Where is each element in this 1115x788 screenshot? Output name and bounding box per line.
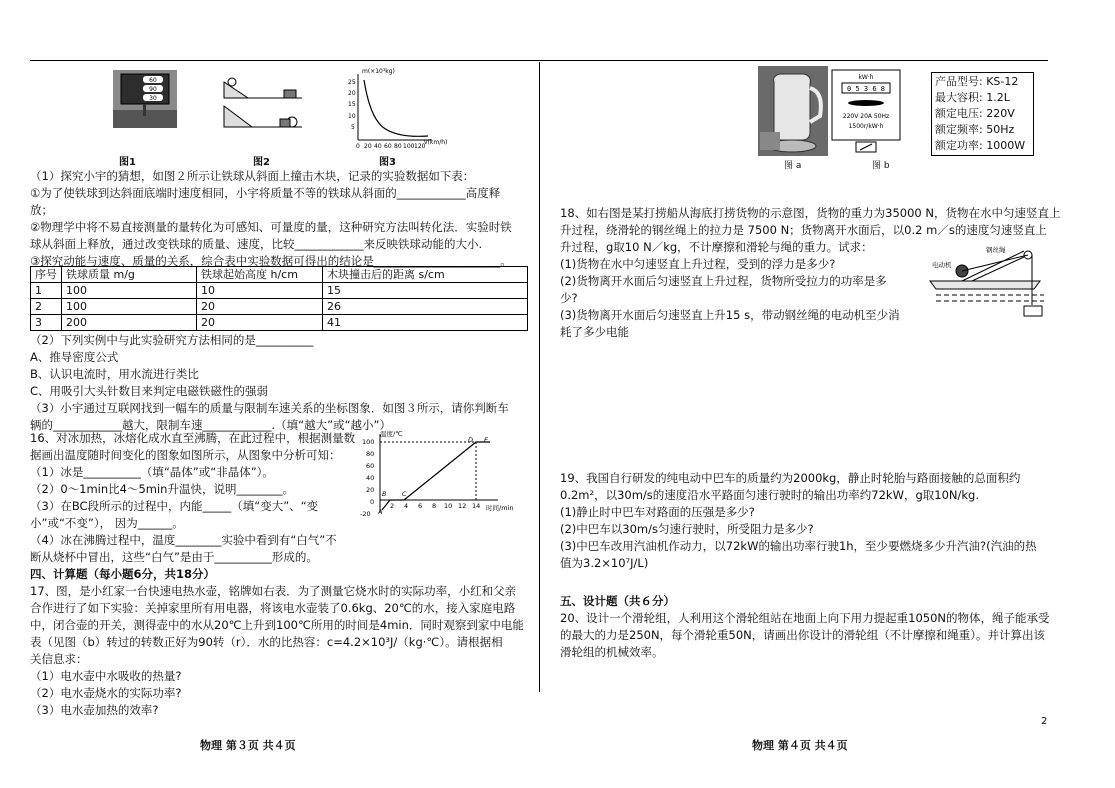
temp-xtick: 12 bbox=[458, 502, 467, 510]
q16-line: （1）冰是__________（填“晶体”或“非晶体”）。 bbox=[30, 465, 274, 479]
section-5-heading: 五、设计题（共６分） bbox=[560, 594, 675, 608]
temp-ytick: 0 bbox=[370, 498, 375, 506]
electric-meter bbox=[830, 68, 902, 154]
table-cell: 100 bbox=[62, 283, 197, 299]
graph3-xtick: 80 bbox=[394, 143, 402, 150]
q20-line: 滑轮组的机械效率。 bbox=[560, 645, 664, 659]
temp-xtick: 14 bbox=[472, 502, 481, 510]
kettle-photo bbox=[758, 66, 828, 156]
temp-point-label: C bbox=[402, 490, 407, 498]
ship-label-motor: 电动机 bbox=[932, 261, 952, 269]
temp-xtick: 10 bbox=[444, 502, 453, 510]
table-cell: 3 bbox=[31, 315, 62, 331]
meter-spec-2: 1500r/kW·h bbox=[848, 123, 884, 130]
temp-ytick: -20 bbox=[360, 510, 371, 518]
figure-a-caption: 图 a bbox=[784, 161, 802, 171]
table-cell: 100 bbox=[62, 299, 197, 315]
q1-line: 放； bbox=[30, 203, 53, 217]
table-cell: 2 bbox=[31, 299, 62, 315]
temp-ytick: 60 bbox=[366, 462, 375, 470]
q18-line: 升过程，g取10 N／kg，不计摩擦和滑轮与绳的重力。试求： bbox=[560, 240, 873, 254]
column-divider bbox=[539, 62, 540, 692]
temp-ytick: 80 bbox=[366, 450, 375, 458]
figure-2-caption: 图2 bbox=[253, 157, 270, 168]
figure-3-graph bbox=[336, 66, 448, 152]
graph3-xtick: 120 bbox=[414, 143, 426, 150]
graph3-xtick: 100 bbox=[403, 143, 415, 150]
graph3-ytick: 10 bbox=[348, 113, 356, 120]
temp-point-label: D bbox=[468, 436, 474, 444]
table-cell: 20 bbox=[197, 315, 323, 331]
q17-line: （3）电水壶加热的效率? bbox=[30, 703, 159, 717]
table-header: 木块撞击后的距离 s/cm bbox=[323, 267, 528, 283]
q2-line: A、推导密度公式 bbox=[30, 350, 119, 364]
nameplate-table bbox=[931, 72, 1034, 156]
table-cell: 15 bbox=[323, 283, 528, 299]
q16-line: 16、对冰加热，冰熔化成水直至沸腾，在此过程中，根据测量数 bbox=[30, 431, 356, 445]
q18-line: 耗了多少电能 bbox=[560, 325, 629, 339]
q19-line: 值为3.2×10⁷J/L) bbox=[560, 556, 649, 570]
sign-num-3: 30 bbox=[149, 95, 157, 102]
figure-1-caption: 图1 bbox=[119, 157, 136, 168]
top-rule bbox=[30, 60, 1048, 61]
q16-line: 小”或“不变”）， 因为______。 bbox=[30, 516, 184, 530]
ship-label-rope: 钢丝绳 bbox=[986, 246, 1006, 254]
q16-block bbox=[30, 430, 355, 566]
q2-line: C、用吸引大头针数目来判定电磁铁磁性的强弱 bbox=[30, 384, 269, 398]
table-header: 铁球质量 m/g bbox=[62, 267, 197, 283]
q19-line: (3)中巴车改用汽油机作动力，以72kW的输出功率行驶1h，至少要燃烧多少升汽油?(汽油的热 bbox=[560, 539, 1037, 553]
q2-block bbox=[30, 332, 509, 434]
q20-block bbox=[560, 610, 1050, 661]
right-footer: 物理 第４页 共４页 bbox=[752, 739, 848, 752]
figure-1-photo bbox=[113, 70, 177, 128]
nameplate-line: 额定频率: 50Hz bbox=[935, 123, 1015, 136]
data-table bbox=[30, 266, 528, 331]
table-row bbox=[31, 315, 528, 331]
q2-line: 辆的____________越大，限制车速____________.（填“越大”或“越小”） bbox=[30, 418, 391, 432]
q20-line: 20、设计一个滑轮组，人利用这个滑轮组站在地面上向下用力提起重1050N的物体，绳子能承受 bbox=[560, 611, 1050, 625]
q17-line: 关信息求： bbox=[30, 652, 88, 666]
q18-line: 18、如右图是某打捞船从海底打捞货物的示意图，货物的重力为35000 N，货物在水中匀速竖直上 bbox=[560, 206, 1061, 220]
q18-line: (1)货物在水中匀速竖直上升过程，受到的浮力是多少? bbox=[560, 257, 836, 271]
table-header: 铁球起始高度 h/cm bbox=[197, 267, 323, 283]
temp-xtick: 2 bbox=[390, 502, 395, 510]
graph3-ytick: 20 bbox=[348, 90, 356, 97]
figure-3-caption: 图3 bbox=[379, 157, 396, 168]
q16-line: 据画出温度随时间变化的图象如图所示，从图象中分析可知： bbox=[30, 448, 341, 462]
q1-block bbox=[30, 168, 512, 270]
q19-block bbox=[560, 470, 1037, 572]
temp-xlabel: 时间/min bbox=[486, 504, 514, 512]
q16-line: （2）0～1min比4～5min升温快，说明________。 bbox=[30, 482, 294, 496]
table-cell: 41 bbox=[323, 315, 528, 331]
q19-line: 19、我国自行研发的纯电动中巴车的质量约为2000kg，静止时轮胎与路面接触的总面积约 bbox=[560, 471, 1021, 485]
q16-line: 断从烧杯中冒出，这些“白气”是由于__________形成的。 bbox=[30, 550, 318, 564]
q20-line: 的最大的力是250N，每个滑轮重50N，请画出你设计的滑轮组（不计摩擦和绳重）。并计算出该 bbox=[560, 628, 1046, 642]
temp-ytick: 20 bbox=[366, 486, 375, 494]
q17-line: 17、图，是小红家一台快速电热水壶，铭牌如右表．为了测量它烧水时的实际功率，小红和父亲 bbox=[30, 584, 517, 598]
meter-spec-1: 220V 20A 50Hz bbox=[842, 113, 890, 120]
q17-line: （2）电水壶烧水的实际功率? bbox=[30, 686, 182, 700]
table-cell: 10 bbox=[197, 283, 323, 299]
q18-line: 少? bbox=[560, 291, 578, 305]
q2-line: （2）下列实例中与此实验研究方法相同的是__________ bbox=[30, 333, 314, 347]
table-header-row bbox=[31, 267, 528, 283]
q17-line: 合作进行了如下实验：关掉家里所有用电器，将该电水壶装了0.6kg、20℃的水，接入家庭电路 bbox=[30, 601, 516, 615]
temp-xtick: 8 bbox=[432, 502, 437, 510]
q16-line: （4）冰在沸腾过程中，温度________实验中看到有“白气”不 bbox=[30, 533, 337, 547]
q19-line: 0.2m²，以30m/s的速度沿水平路面匀速行驶时的输出功率约72kW，g取10N/kg. bbox=[560, 488, 979, 502]
page-number: 2 bbox=[1041, 716, 1048, 727]
q17-line: 表（见图（b）转过的转数正好为90转（r）．水的比热容：c=4.2×10³J/（kg·℃）。请根据相 bbox=[30, 635, 503, 649]
q1-line: 球从斜面上释放，通过改变铁球的质量、速度，比较____________来反映铁球动能的大小. bbox=[30, 237, 483, 251]
temp-point-label: B bbox=[382, 490, 387, 498]
q18-line: (3)货物离开水面后匀速竖直上升15 s，带动钢丝绳的电动机至少消 bbox=[560, 308, 900, 322]
meter-digits: 0 5 3 6 8 bbox=[847, 85, 885, 93]
table-cell: 26 bbox=[323, 299, 528, 315]
temp-xtick: 4 bbox=[404, 502, 409, 510]
q1-line: ①为了使铁球到达斜面底端时速度相同，小宇将质量不等的铁球从斜面的____________高度释 bbox=[30, 186, 501, 200]
q2-line: （3）小宇通过互联网找到一幅车的质量与限制车速关系的坐标图象．如图３所示，请你判断车 bbox=[30, 401, 509, 415]
meter-unit: kW·h bbox=[858, 74, 874, 81]
temp-ylabel: 温度/℃ bbox=[380, 430, 403, 438]
graph3-ylabel: m(×10³kg) bbox=[362, 68, 395, 75]
q18-line: 升过程，绕滑轮的钢丝绳上的拉力是 7500 N；货物离开水面后，以0.2 m／s的速度匀速竖直上 bbox=[560, 223, 1047, 237]
q17-line: 中，闭合壶的开关，测得壶中的水从20℃上升到100℃所用的时间是4min．同时观察到家中电能 bbox=[30, 618, 524, 632]
temp-ytick: 40 bbox=[366, 474, 375, 482]
figure-b-caption: 图 b bbox=[872, 161, 890, 171]
temp-point-label: A bbox=[378, 508, 383, 516]
q19-line: (2)中巴车以30m/s匀速行驶时，所受阻力是多少? bbox=[560, 522, 814, 536]
temp-point-label: E bbox=[484, 436, 489, 444]
figure-2-ramps bbox=[222, 72, 304, 130]
q1-line: ③探究动能与速度、质量的关系，综合表中实验数据可得出的结论是______________________。 bbox=[30, 254, 512, 268]
graph3-xtick: 40 bbox=[374, 143, 382, 150]
nameplate-line: 最大容积: 1.2L bbox=[935, 91, 1010, 104]
table-row bbox=[31, 283, 528, 299]
section-4-heading: 四、计算题（每小题6分，共18分） bbox=[30, 567, 216, 581]
q1-line: （1）探究小宇的猜想，如图２所示让铁球从斜面上撞击木块，记录的实验数据如下表： bbox=[30, 169, 475, 183]
table-row bbox=[31, 299, 528, 315]
nameplate-line: 额定功率: 1000W bbox=[935, 139, 1026, 152]
temp-xtick: 6 bbox=[418, 502, 423, 510]
q18-line: (2)货物离开水面后匀速竖直上升过程，货物所受拉力的功率是多 bbox=[560, 274, 887, 288]
table-cell: 1 bbox=[31, 283, 62, 299]
table-header: 序号 bbox=[31, 267, 62, 283]
nameplate-line: 额定电压: 220V bbox=[935, 107, 1015, 120]
q17-line: （1）电水壶中水吸收的热量? bbox=[30, 669, 182, 683]
graph3-ytick: 25 bbox=[348, 79, 356, 86]
graph3-xtick: 60 bbox=[384, 143, 392, 150]
nameplate-line: 产品型号: KS-12 bbox=[935, 75, 1019, 88]
graph3-xtick: 20 bbox=[364, 143, 372, 150]
sign-num-2: 90 bbox=[149, 86, 157, 93]
temperature-graph bbox=[358, 428, 530, 518]
table-cell: 20 bbox=[197, 299, 323, 315]
temp-ytick: 100 bbox=[362, 438, 375, 446]
q16-line: （3）在BC段所示的过程中，内能_____（填“变大”、“变 bbox=[30, 499, 319, 513]
q2-line: B、认识电流时，用水流进行类比 bbox=[30, 367, 199, 381]
q17-block bbox=[30, 583, 524, 719]
salvage-ship-diagram bbox=[928, 243, 1048, 325]
graph3-ytick: 5 bbox=[351, 124, 355, 131]
graph3-xlabel: v(km/h) bbox=[424, 139, 448, 146]
graph3-ytick: 15 bbox=[348, 101, 356, 108]
q1-line: ②物理学中将不易直接测量的量转化为可感知、可量度的量，这种研究方法叫转化法．实验时铁 bbox=[30, 220, 512, 234]
left-footer: 物理 第３页 共４页 bbox=[200, 739, 296, 752]
table-cell: 200 bbox=[62, 315, 197, 331]
graph3-xtick: 0 bbox=[356, 143, 360, 150]
q19-line: (1)静止时中巴车对路面的压强是多少? bbox=[560, 505, 755, 519]
sign-num-1: 60 bbox=[149, 77, 157, 84]
